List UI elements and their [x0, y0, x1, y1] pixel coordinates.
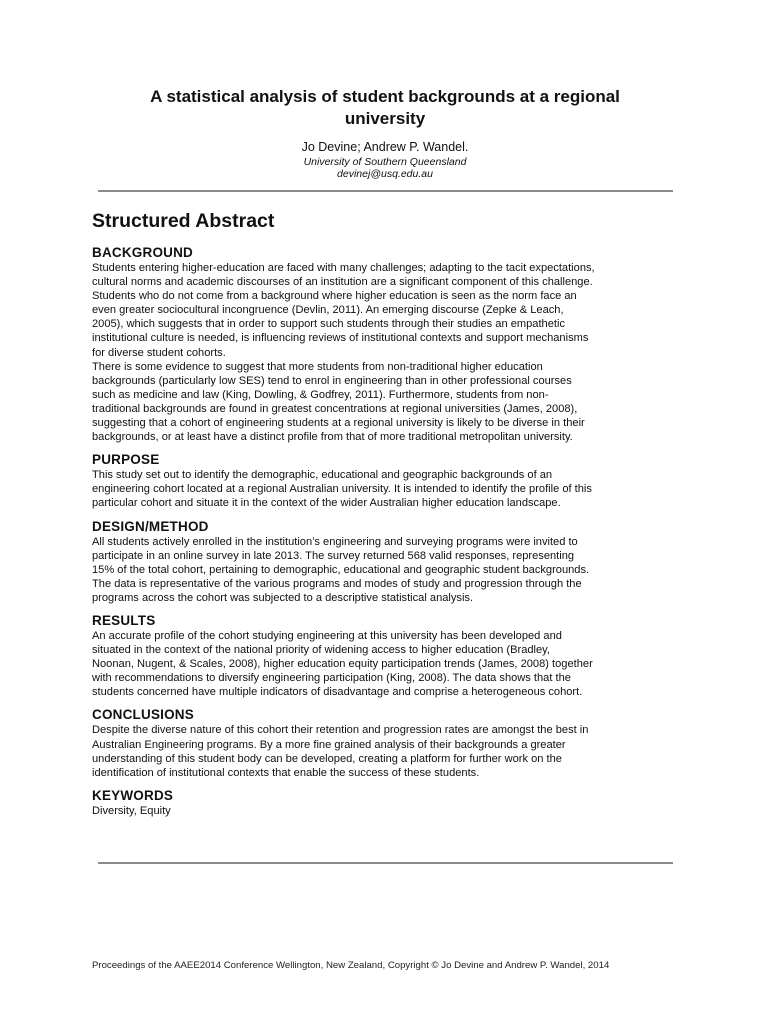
- keywords-text: Diversity, Equity: [92, 804, 171, 817]
- section-text: An accurate profile of the cohort studying engineering at this university has been developed and situated in the context of the national priority of widening access to higher education (Bradley, Noonan, Nugent, & Scales, 2008), higher education equity participation trends (James, 2008) together with recommendations to diversify engineering participation (King, 2008). The data shows that the students concerned have multiple indicators of disadvantage and comprise a heterogeneous cohort.: [92, 629, 593, 699]
- section-text: This study set out to identify the demographic, educational and geographic backgrounds of an engineering cohort located at a regional Australian university. It is intended to identify the profile of this particular cohort and situate it in the context of the wider Australian higher education landscape.: [92, 469, 592, 510]
- abstract-sections: [92, 244, 682, 825]
- section-keywords: [92, 787, 682, 818]
- paper-title: A statistical analysis of student backgrounds at a regional university: [150, 87, 620, 128]
- section-purpose: [92, 451, 682, 510]
- author-email: devinej@usq.edu.au: [337, 168, 433, 180]
- section-heading: DESIGN/METHOD: [92, 518, 209, 534]
- section-text: All students actively enrolled in the institution’s engineering and surveying programs were invited to participate in an online survey in late 2013. The survey returned 568 valid responses, representing 15% of the total cohort, pertaining to demographic, educational and geographic student backgrounds. The data is representative of the various programs and modes of study and progression through the programs across the cohort was subjected to a descriptive statistical analysis.: [92, 535, 590, 604]
- author-affiliation: University of Southern Queensland: [303, 156, 467, 168]
- header-divider: [98, 190, 673, 192]
- section-heading: KEYWORDS: [92, 787, 174, 803]
- section-text: Despite the diverse nature of this cohort their retention and progression rates are amongst the best in Australian Engineering programs. By a more fine grained analysis of their backgrounds a greater understanding of this student body can be developed, creating a platform for further work on the identification of institutional contexts that enable the success of these students.: [92, 724, 589, 779]
- author-names: Jo Devine; Andrew P. Wandel.: [301, 140, 469, 154]
- section-heading: RESULTS: [92, 612, 156, 628]
- section-heading: BACKGROUND: [92, 245, 193, 260]
- section-background: [92, 244, 682, 444]
- proceedings-footer: Proceedings of the AAEE2014 Conference Wellington, New Zealand, Copyright © Jo Devine and Andrew P. Wandel, 2014: [92, 960, 610, 971]
- section-text: Students entering higher-education are faced with many challenges; adapting to the tacit expectations, cultural norms and academic discourses of an institution are a significant component of this challenge. Students who do not come from a background where higher education is seen as the norm face an even greater sociocultural incongruence (Devlin, 2011). An emerging discourse (Zepke & Leach, 2005), which suggests that in order to support such students through their studies an empathetic institutional culture is needed, is influencing reviews of institutional contexts and support mechanisms for diverse student cohorts. There is some evidence to suggest that more students from non-traditional higher education backgrounds (particularly low SES) tend to enrol in engineering than in other professional courses such as medicine and law (King, Dowling, & Godfrey, 2011). Furthermore, students from non- traditional backgrounds are found in greatest concentrations at regional universities (James, 2008), suggesting that a cohort of engineering students at a regional university is likely to be diverse in their backgrounds, or at least have a distinct profile from that of more traditional metropolitan university.: [92, 262, 595, 444]
- section-heading: PURPOSE: [92, 452, 160, 468]
- footer-divider: [98, 862, 673, 864]
- section-design-method: [92, 518, 682, 605]
- section-conclusions: [92, 706, 682, 779]
- abstract-heading: Structured Abstract: [92, 210, 275, 232]
- section-heading: CONCLUSIONS: [92, 707, 194, 723]
- section-results: [92, 612, 682, 699]
